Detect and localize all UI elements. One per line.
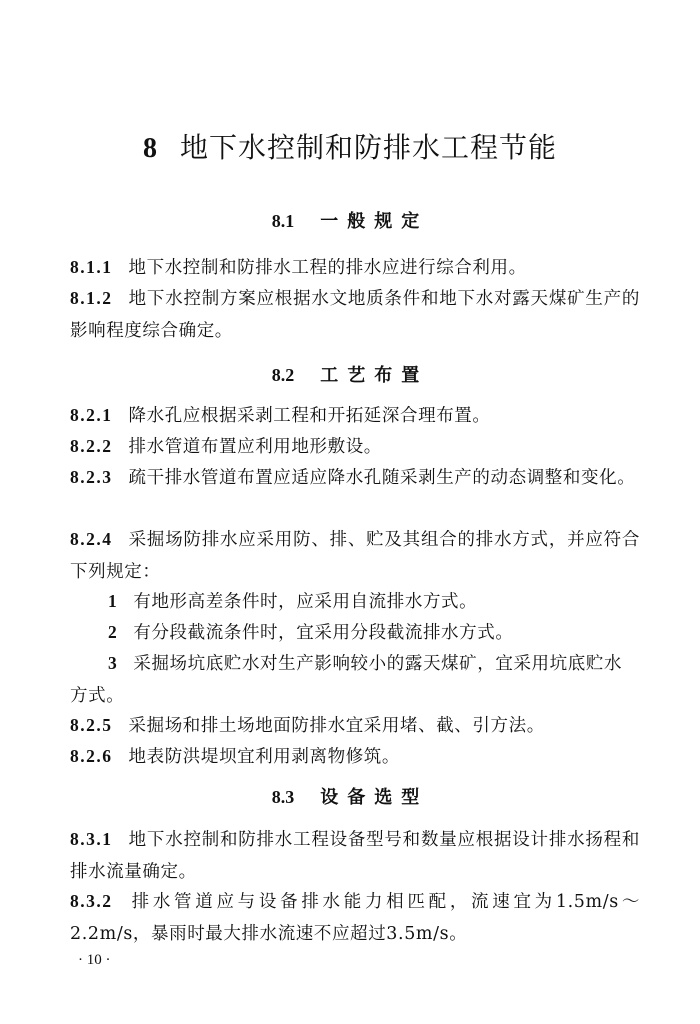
item-number: 3 bbox=[108, 653, 118, 673]
clause-number: 8.3.1 bbox=[70, 829, 113, 849]
section-title: 设备选型 bbox=[320, 787, 429, 808]
clause-number: 8.2.5 bbox=[70, 715, 113, 735]
clause-8-2-3 bbox=[70, 462, 640, 495]
clause-text: 降水孔应根据采剥工程和开拓延深合理布置。 bbox=[128, 406, 491, 426]
list-item-1 bbox=[70, 586, 640, 619]
clause-text: 疏干排水管道布置应适应降水孔随采剥生产的动态调整和变化。 bbox=[128, 468, 636, 488]
clause-number: 8.1.1 bbox=[70, 257, 113, 277]
clause-text: 排水管道布置应利用地形敷设。 bbox=[128, 437, 382, 457]
clause-text: 采掘场和排土场地面防排水宜采用堵、截、引方法。 bbox=[128, 716, 545, 736]
clause-8-2-4 bbox=[70, 524, 640, 588]
item-text: 有地形高差条件时，应采用自流排水方式。 bbox=[133, 592, 478, 612]
clause-text: 排水管道应与设备排水能力相匹配，流速宜为1.5m/s～2.2m/s，暴雨时最大排水流速不应超过3.5m/s。 bbox=[70, 892, 640, 944]
clause-8-2-5 bbox=[70, 710, 640, 743]
clause-text: 地表防洪堤坝宜利用剥离物修筑。 bbox=[128, 747, 400, 767]
item-number: 1 bbox=[108, 591, 118, 611]
list-item-2 bbox=[70, 617, 640, 650]
clause-8-3-1 bbox=[70, 824, 640, 888]
section-title: 一般规定 bbox=[320, 211, 429, 232]
clause-text: 地下水控制和防排水工程设备型号和数量应根据设计排水扬程和排水流量确定。 bbox=[70, 830, 640, 882]
page-number: · 10 · bbox=[78, 952, 111, 968]
clause-text: 地下水控制方案应根据水文地质条件和地下水对露天煤矿生产的影响程度综合确定。 bbox=[70, 289, 640, 341]
section-number: 8.3 bbox=[271, 787, 295, 807]
section-heading-8-3 bbox=[0, 784, 700, 811]
list-item-3 bbox=[70, 648, 640, 712]
section-title: 工艺布置 bbox=[320, 365, 429, 386]
clause-number: 8.2.6 bbox=[70, 746, 113, 766]
clause-number: 8.2.4 bbox=[70, 529, 113, 549]
clause-8-2-2 bbox=[70, 431, 640, 464]
clause-number: 8.1.2 bbox=[70, 288, 113, 308]
item-text: 有分段截流条件时，宜采用分段截流排水方式。 bbox=[133, 623, 514, 643]
chapter-title bbox=[0, 128, 700, 169]
chapter-number: 8 bbox=[142, 133, 158, 164]
clause-number: 8.2.3 bbox=[70, 467, 113, 487]
clause-8-2-1 bbox=[70, 400, 640, 433]
clause-8-1-2 bbox=[70, 283, 640, 347]
clause-number: 8.3.2 bbox=[70, 891, 113, 911]
section-number: 8.2 bbox=[271, 365, 295, 385]
clause-text: 地下水控制和防排水工程的排水应进行综合利用。 bbox=[128, 258, 527, 278]
clause-number: 8.2.1 bbox=[70, 405, 113, 425]
item-text: 采掘场坑底贮水对生产影响较小的露天煤矿，宜采用坑底贮水方式。 bbox=[70, 654, 623, 706]
item-number: 2 bbox=[108, 622, 118, 642]
clause-8-2-6 bbox=[70, 741, 640, 774]
clause-8-3-2 bbox=[70, 886, 640, 950]
section-heading-8-2 bbox=[0, 362, 700, 389]
clause-number: 8.2.2 bbox=[70, 436, 113, 456]
section-heading-8-1 bbox=[0, 208, 700, 235]
chapter-title-text: 地下水控制和防排水工程节能 bbox=[179, 131, 557, 164]
clause-text: 采掘场防排水应采用防、排、贮及其组合的排水方式，并应符合下列规定： bbox=[70, 530, 640, 582]
clause-8-1-1 bbox=[70, 252, 640, 285]
section-number: 8.1 bbox=[271, 211, 295, 231]
